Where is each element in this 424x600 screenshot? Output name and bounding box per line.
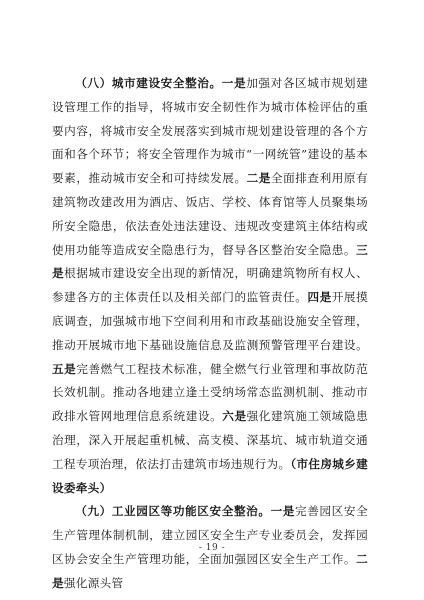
bold-text-run: （九）工业园区等功能区安全整治。 [75, 504, 271, 519]
bold-text-run: 一是 [221, 76, 247, 90]
bold-text-run: 五是 [52, 361, 77, 376]
document-body [52, 72, 368, 596]
text-run: 完善园区安全生产管理体制机制，建立园区安全生产专业委员会，发挥园区协会安全生产管理功能，全面加强园区安全生产工作。 [52, 504, 368, 566]
bold-text-run: 三是 [52, 242, 368, 281]
bold-text-run: （市住房城乡建设委牵头） [52, 456, 368, 495]
text-run: 开展摸底调查，加强城市地下空间利用和市政基础设施安全管理，推动开展城市地下基础设施信息及监测预警管理平台建设。 [52, 290, 368, 352]
text-run: 完善燃气工程技术标准，健全燃气行业管理和事故防范长效机制。推动各地建立逢土受纳场常态监测机制、推动市政排水管网地理信息系统建设。 [52, 361, 368, 424]
text-run: 根据城市建设安全出现的新情况，明确建筑物所有权人、参建各方的主体责任以及相关部门的监管责任。 [52, 266, 368, 305]
text-run: 强化建筑施工领域隐患治理，深入开展起重机械、高支模、深基坑、城市轨道交通工程专项治理，依法打击建筑市场违规行为。 [52, 409, 368, 471]
bold-text-run: 一是 [270, 504, 296, 519]
bold-text-run: 四是 [307, 290, 332, 305]
bold-text-run: 二是 [246, 171, 271, 186]
page-number: - 19 - [198, 543, 226, 553]
bold-text-run: 二是 [52, 551, 368, 590]
text-run: 强化源头管 [63, 575, 124, 590]
section-eight-paragraph [52, 72, 368, 500]
bold-text-run: 六是 [222, 409, 247, 424]
text-run: 全面排查利用原有建筑物改建改用为酒店、饭店、学校、体育馆等人员聚集场所安全隐患，依法查处违法建设、违规改变建筑主体结构或使用功能等造成安全隐患行为，督导各区整治安全隐患。 [52, 171, 368, 257]
bold-text-run: （八）城市建设安全整治。 [75, 76, 222, 90]
text-run: 加强对各区城市规划建设管理工作的指导，将城市安全韧性作为城市体检评估的重要内容，将城市安全发展落实到城市规划建设管理的各个方面和各个环节；将安全管理作为城市“一网统管”建设的基本要素，推动城市安全和可持续发展。 [52, 76, 368, 186]
